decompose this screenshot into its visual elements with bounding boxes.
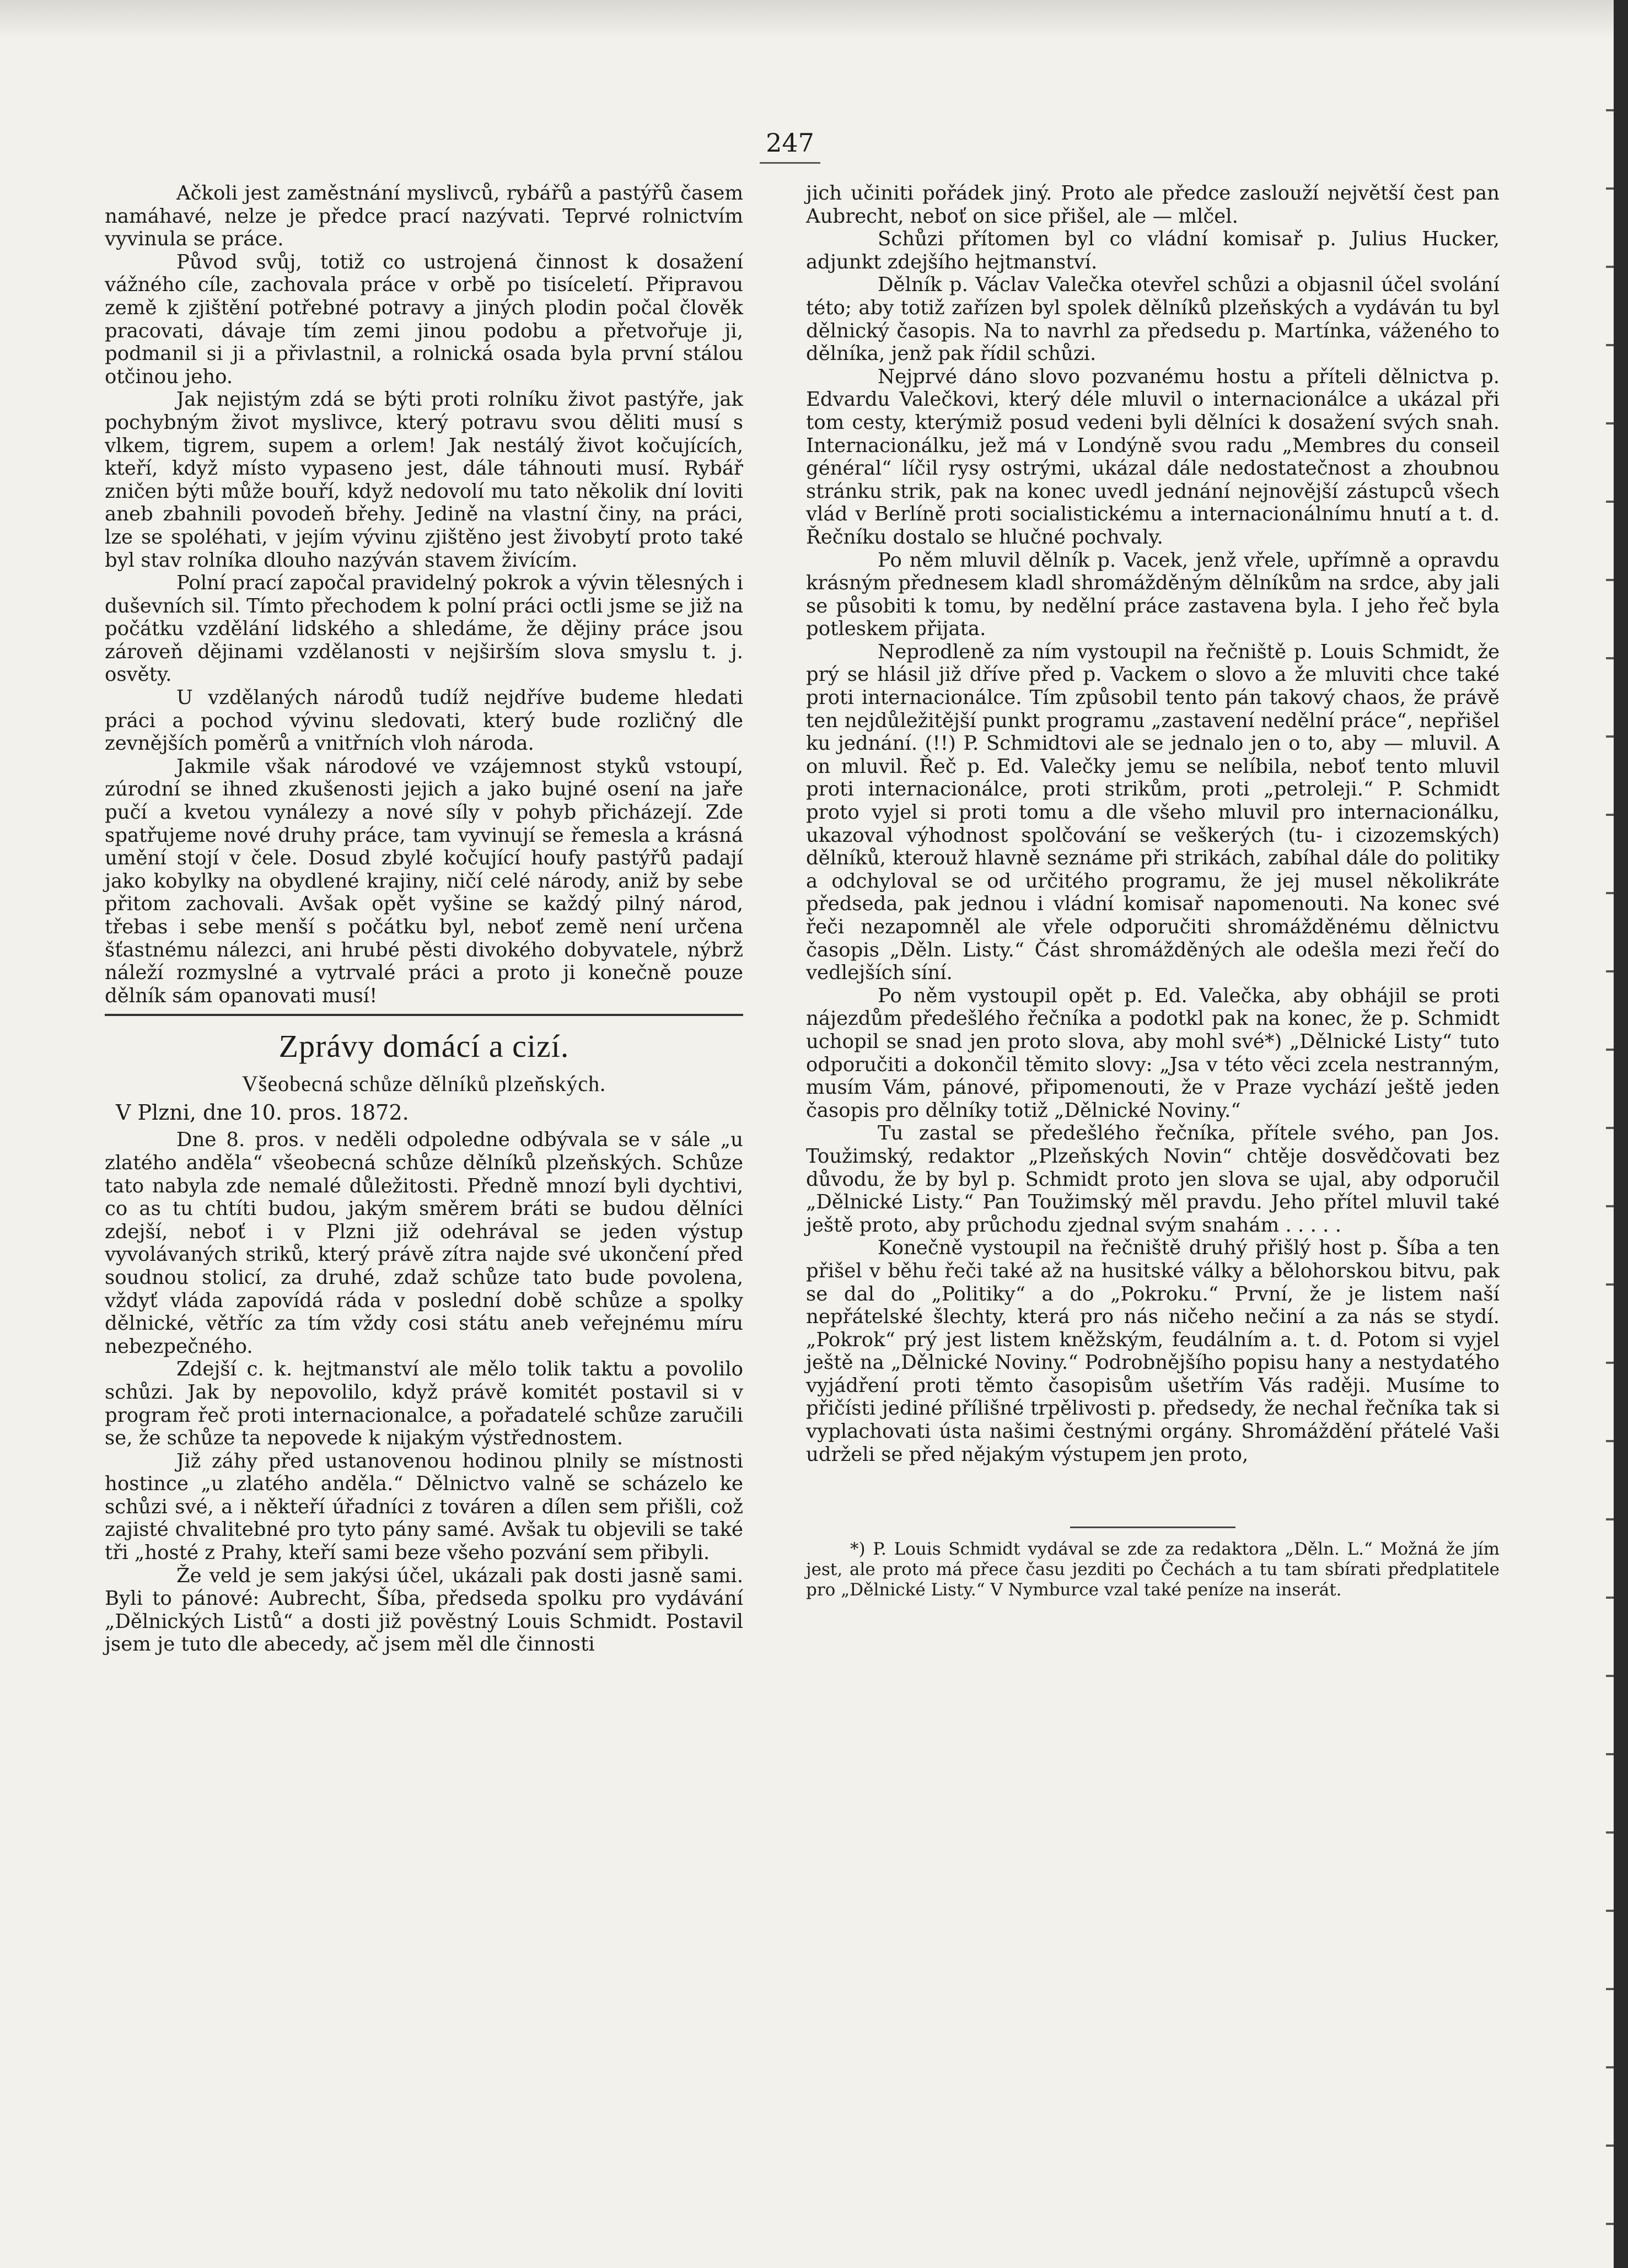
- paragraph: Konečně vystoupil na řečniště druhý přišlý host p. Šíba a ten přišel v běhu řeči také až na husitské války a bělohorskou bitvu, pak se dal do „Politiky“ a do „Pokroku.“ První, že je listem naší nepřátelské šlechty, která pro nás ničeho nečiní a za nás se stydí. „Pokrok“ prý jest listem kněžským, feudálním a. t. d. Potom si vyjel ještě na „Dělnické Noviny.“ Podrobnějšího popisu hany a nestydatého vyjádření proti těmto časopisům ušetřím Vás raději. Musíme to přičísti jediné přílišné trpělivosti p. předsedy, že nechal řečníka tak si vyplachovati ústa našimi čestnými orgány. Shromáždění přátelé Vaši udrželi se před nějakým výstupem jen proto,: [806, 1237, 1500, 1466]
- footnote: [806, 1539, 1500, 1600]
- scan-ruler: [1606, 33, 1614, 2233]
- paragraph: Polní prací započal pravidelný pokrok a vývin tělesných i duševních sil. Tímto přechodem k polní práci octli jsme se již na počátku vzdělání lidského a shledáme, že dějiny práce jsou zároveň dějinami vzdělanosti v nejširším slova smyslu t. j. osvěty.: [105, 572, 743, 686]
- page-number: 247: [760, 128, 820, 164]
- paragraph: Ačkoli jest zaměstnání myslivců, rybářů a pastýřů časem namáhavé, nelze je předce prací nazývati. Teprvé rolnictvím vyvinula se práce.: [105, 182, 743, 251]
- paragraph: U vzdělaných národů tudíž nejdříve budeme hledati práci a pochod vývinu sledovati, který bude rozličný dle zevnějších poměrů a vnitřních vloh národa.: [105, 686, 743, 755]
- paragraph: Dělník p. Václav Valečka otevřel schůzi a objasnil účel svolání této; aby totiž zařízen byl spolek dělníků plzeňských a vydáván tu byl dělnický časopis. Na to navrhl za předsedu p. Martínka, váženého to dělníka, jenž pak řídil schůzi.: [806, 273, 1500, 366]
- paragraph: jich učiniti pořádek jiný. Proto ale předce zaslouží největší čest pan Aubrecht, neboť on sice přišel, ale — mlčel.: [806, 182, 1500, 228]
- right-column: [806, 182, 1500, 1600]
- section-title: Zprávy domácí a cizí.: [278, 1028, 569, 1065]
- scan-edge-top: [0, 0, 1628, 39]
- paragraph: Nejprvé dáno slovo pozvanému hostu a příteli dělnictva p. Edvardu Valečkovi, který déle mluvil o internacionálce a ukázal při tom cesty, kterýmiž posud vedeni byli dělníci k dosažení svých snah. Internacionálku, jež má v Londýně svou radu „Membres du conseil général“ líčil rysy ostrými, ukázal dále nedostatečnost a zhoubnou stránku strik, pak na konec uvedl jednání nejnovější zástupců všech vlád v Berlíně proti socialistickému a internacionálnímu hnutí a t. d. Řečníku dostalo se hlučné pochvaly.: [806, 365, 1500, 549]
- paragraph: Po něm mluvil dělník p. Vacek, jenž vřele, upřímně a opravdu krásným přednesem kladl shromážděným dělníkům na srdce, aby jali se působiti k tomu, by nedělní práce zastavena byla. I jeho řeč byla potleskem přijata.: [806, 549, 1500, 641]
- paragraph: Schůzi přítomen byl co vládní komisař p. Julius Hucker, adjunkt zdejšího hejtmanství.: [806, 228, 1500, 273]
- article-title: Všeobecná schůze dělníků plzeňských.: [241, 1071, 606, 1097]
- paragraph: Jak nejistým zdá se býti proti rolníku život pastýře, jak pochybným život myslivce, který potravu svou děliti musí s vlkem, tigrem, supem a orlem! Jak nestálý život kočujících, kteří, když místo vypaseno jest, dále táhnouti musí. Rybář zničen býti může bouří, když nedovolí mu tato několik dní loviti aneb zbahnili povodeň břehy. Jedině na vlastní činy, na práci, lze se spoléhati, v jejím vývinu zjištěno jest živobytí proto také byl stav rolníka dlouho nazýván stavem živícím.: [105, 388, 743, 572]
- paragraph: Že veld je sem jakýsi účel, ukázali pak dosti jasně sami. Byli to pánové: Aubrecht, Šíba, předseda spolku pro vydávání „Dělnických Listů“ a dosti již pověstný Louis Schmidt. Postavil jsem je tuto dle abecedy, ač jsem měl dle činnosti: [105, 1564, 743, 1656]
- footnote-divider: [1070, 1527, 1235, 1528]
- scan-edge-right: [1614, 0, 1628, 2268]
- paragraph: Již záhy před ustanovenou hodinou plnily se místnosti hostince „u zlatého anděla.“ Dělnictvo valně se scházelo ke schůzi své, a i někteří úřadníci z továren a dílen sem přišli, což zajisté chvalitebné pro tyto pány samé. Avšak tu objevili se také tři „hosté z Prahy, kteří sami beze všeho pozvání sem přibyli.: [105, 1449, 743, 1565]
- section-divider: [105, 1014, 743, 1016]
- paragraph: Původ svůj, totiž co ustrojená činnost k dosažení vážného cíle, zachovala práce v orbě po tisíceletí. Připravou země k zjištění potřebné potravy a jiných plodin počal člověk pracovati, dávaje tím zemi jinou podobu a přetvořuje ji, podmanil si ji a přivlastnil, a rolnická osada byla první stálou otčinou jeho.: [105, 250, 743, 388]
- left-column: [105, 182, 743, 1656]
- paragraph: Tu zastal se předešlého řečníka, přítele svého, pan Jos. Toužimský, redaktor „Plzeňských Novin“ chtěje dosvědčovati bez důvodu, že by byl p. Schmidt proto jen slova se ujal, aby odporučil „Dělnické Listy.“ Pan Toužimský měl pravdu. Jeho přítel mluvil také ještě proto, aby průchodu zjednal svým snahám . . . . .: [806, 1122, 1500, 1237]
- dateline: V Plzni, dne 10. pros. 1872.: [116, 1100, 409, 1125]
- paragraph: Zdejší c. k. hejtmanství ale mělo tolik taktu a povolilo schůzi. Jak by nepovolilo, když právě komitét postavil si v program řeč proti internacionalce, a pořadatelé schůze zaručili se, že schůze ta nepovede k nijakým výstřednostem.: [105, 1358, 743, 1450]
- paragraph: Jakmile však národové ve vzájemnost styků vstoupí, zúrodní se ihned zkušenosti jejich a jako bujné osení na jaře pučí a kvetou vynálezy a nové síly v pohyb přicházejí. Zde spatřujeme nové druhy práce, tam vyvinují se řemesla a krásná umění stojí v čele. Dosud zbylé kočující houfy pastýřů padají jako kobylky na obydlené krajiny, ničí celé národy, aniž by sebe přitom zachovali. Avšak opět vyšine se každý pilný národ, třebas i sebe menší s počátku byl, neboť země není určena šťastnému nálezci, ani hrubé pěsti divokého dobyvatele, nýbrž náleží rozmyslné a vytrvalé práci a proto ji konečně pouze dělník sám opanovati musí!: [105, 755, 743, 1007]
- footnote-text: *) P. Louis Schmidt vydával se zde za redaktora „Děln. L.“ Možná že jím jest, ale proto má přece času jezditi po Čechách a tu tam sbírati předplatitele pro „Dělnické Listy.“ V Nymburce vzal také peníze na inserát.: [806, 1539, 1500, 1600]
- paragraph: Neprodleně za ním vystoupil na řečniště p. Louis Schmidt, že prý se hlásil již dříve před p. Vackem o slovo a že mluviti chce také proti internacionálce. Tím způsobil tento pán takový chaos, že právě ten nejdůležitější punkt programu „zastavení nedělní práce“, nepřišel ku jednání. (!!) P. Schmidtovi ale se jednalo jen o to, aby — mluvil. A on mluvil. Řeč p. Ed. Valečky jemu se nelíbila, neboť tento mluvil proti internacionálce, proti strikům, proti „petroleji.“ P. Schmidt proto vyjel si proti tomu a dle všeho mluvil pro internacionálku, ukazoval výhodnost spolčování se veškerých (tu- i cizozemských) dělníků, kterouž hlavně seznáme při strikách, zabíhal dále do politiky a odchyloval se od určitého programu, že jej musel několikráte předseda, pak jednou i vládní komisař napomenouti. Na konec své řeči nezapomněl ale vřele odporučiti shromážděnému dělnictvu časopis „Děln. Listy.“ Část shromážděných ale odešla mezi řečí do vedlejších síní.: [806, 640, 1500, 985]
- paragraph: Dne 8. pros. v neděli odpoledne odbývala se v sále „u zlatého anděla“ všeobecná schůze dělníků plzeňských. Schůze tato nabyla zde nemalé důležitosti. Předně mnozí byli dychtivi, co as tu chtíti budou, jakým směrem bráti se budou dělníci zdejší, neboť i v Plzni již odehrával se jeden výstup vyvolávaných striků, který právě zítra najde své ukončení před soudnou stolicí, za druhé, zdaž schůze tato bude povolena, vždyť vláda zapovídá ráda v poslední době schůze a spolky dělnické, větříc za tím vždy cosi státu aneb veřejnému míru nebezpečného.: [105, 1128, 743, 1358]
- paragraph: Po něm vystoupil opět p. Ed. Valečka, aby obhájil se proti nájezdům předešlého řečníka a podotkl pak na konec, že p. Schmidt uchopil se snad jen proto slova, aby mohl své*) „Dělnické Listy“ tuto odporučiti a dokončil těmito slovy: „Jsa v této věci zcela nestranným, musím Vám, pánové, připomenouti, že v Praze vychází ještě jeden časopis pro dělníky totiž „Dělnické Noviny.“: [806, 984, 1500, 1122]
